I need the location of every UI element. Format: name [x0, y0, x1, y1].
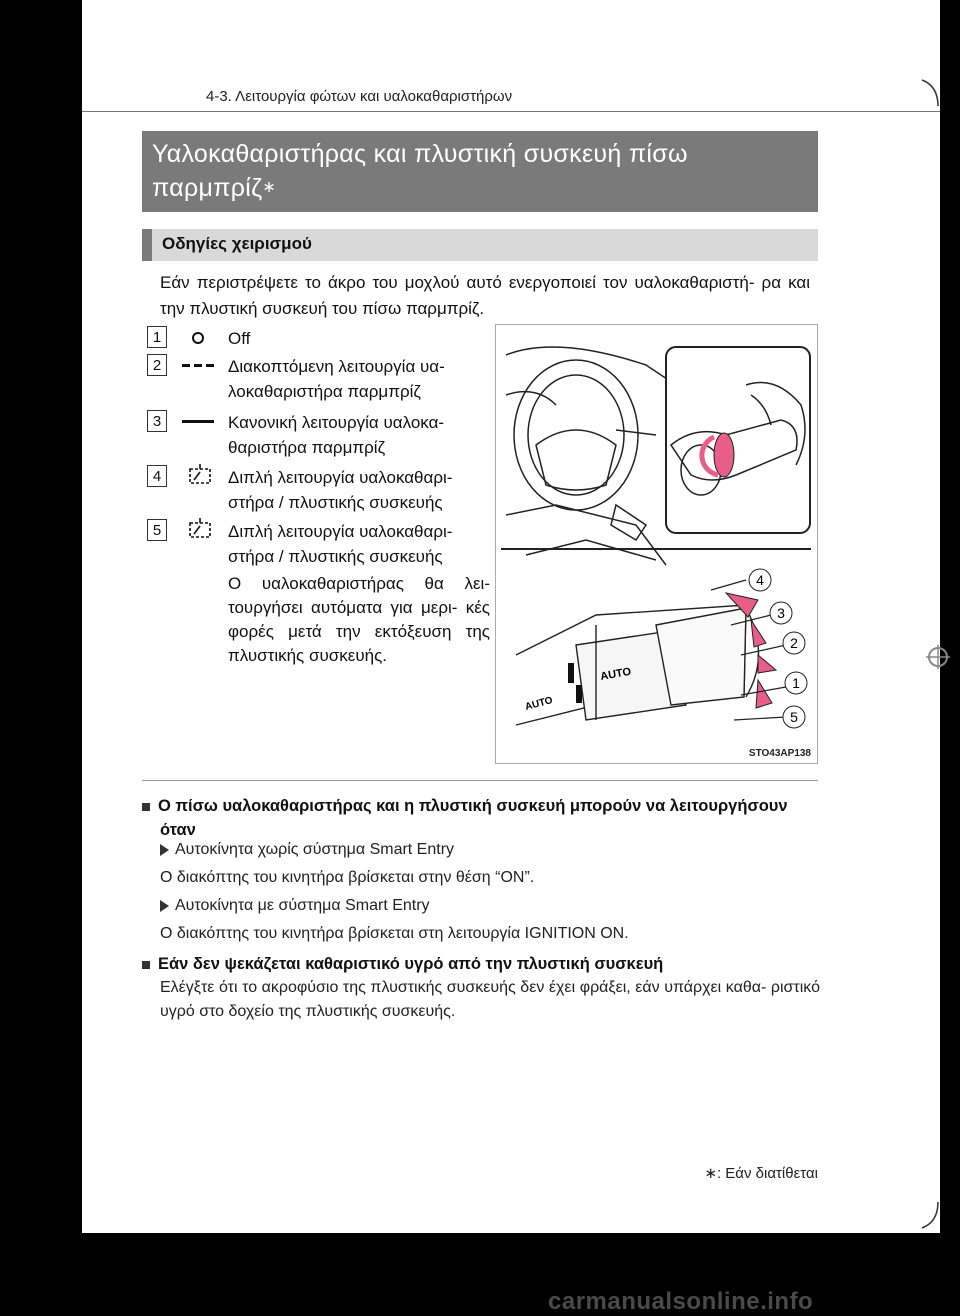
- washer-icon: [186, 463, 214, 489]
- crop-mark-top: [920, 78, 940, 108]
- item-number-4: 4: [147, 465, 167, 487]
- auto-label-1: AUTO: [599, 665, 633, 683]
- subheading: Οδηγίες χειρισμού: [142, 229, 818, 261]
- page-title-text: Υαλοκαθαριστήρας και πλυστική συσκευή πίσω παρμπρίζ: [152, 140, 688, 202]
- item-3-line1: Κανονική λειτουργία υαλοκα-: [228, 413, 445, 432]
- callout-1: 1: [792, 675, 800, 691]
- section1-text2: Ο διακόπτης του κινητήρα βρίσκεται στη λειτουργία IGNITION ON.: [160, 925, 629, 942]
- wiper-illustration: [496, 325, 817, 763]
- square-bullet-icon: [142, 961, 150, 969]
- item-4-line1: Διπλή λειτουργία υαλοκαθαρι-: [228, 468, 453, 487]
- section1-bullet2: [160, 894, 430, 918]
- registration-mark-icon: [926, 645, 950, 669]
- item-number-5: 5: [147, 519, 167, 541]
- section1-heading-line2: όταν: [160, 821, 196, 839]
- section1-heading-line1: Ο πίσω υαλοκαθαριστήρας και η πλυστική συσκευή μπορούν να λειτουργήσουν: [158, 797, 788, 815]
- item-1-label: Off: [228, 329, 251, 348]
- footnote-mark: ∗: [704, 1165, 717, 1182]
- item-5-note: Ο υαλοκαθαριστήρας θα λει- τουργήσει αυτόματα για μερι- κές φορές μετά την εκτόξευση της πλυστικής συσκευής.: [228, 574, 490, 665]
- callout-4: 4: [756, 572, 764, 588]
- section1-bullet1: [160, 838, 454, 862]
- square-bullet-icon: [142, 803, 150, 811]
- triangle-bullet-icon: [160, 844, 169, 856]
- watermark: carmanualsonline.info: [548, 1288, 814, 1315]
- item-number-3: 3: [147, 410, 167, 432]
- section-header: 4-3. Λειτουργία φώτων και υαλοκαθαριστήρων: [206, 88, 513, 105]
- section1-text1: Ο διακόπτης του κινητήρα βρίσκεται στην θέση “ON”.: [160, 869, 535, 886]
- item-5-line1: Διπλή λειτουργία υαλοκαθαρι-: [228, 522, 453, 541]
- bullet1-text: Αυτοκίνητα χωρίς σύστημα Smart Entry: [175, 841, 455, 858]
- section1-heading: [142, 794, 822, 818]
- callout-2: 2: [790, 635, 798, 651]
- item-5-line2: στήρα / πλυστικής συσκευής: [228, 547, 443, 566]
- title-footnote-mark: ∗: [262, 179, 277, 196]
- callout-5: 5: [790, 709, 798, 725]
- item-4-line2: στήρα / πλυστικής συσκευής: [228, 493, 443, 512]
- crop-mark-bottom: [920, 1200, 940, 1230]
- item-number-2: 2: [147, 354, 167, 376]
- bullet2-text: Αυτοκίνητα με σύστημα Smart Entry: [175, 897, 430, 914]
- normal-icon: [182, 419, 216, 425]
- footnote-text: : Εάν διατίθεται: [716, 1165, 818, 1182]
- manual-page: [82, 0, 940, 1233]
- section2-heading: [142, 952, 822, 976]
- footnote: [704, 1164, 818, 1182]
- item-2-line2: λοκαθαριστήρα παρμπρίζ: [228, 382, 421, 401]
- wiper-lever-figure: [495, 324, 818, 764]
- header-divider: [82, 111, 940, 112]
- item-2-line1: Διακοπτόμενη λειτουργία υα-: [228, 357, 445, 376]
- figure-code: STO43AP138: [748, 748, 811, 759]
- section-divider: [142, 780, 818, 781]
- intermittent-icon: [182, 363, 216, 369]
- section2-heading-text: Εάν δεν ψεκάζεται καθαριστικό υγρό από την πλυστική συσκευή: [158, 955, 664, 973]
- callout-3: 3: [777, 605, 785, 621]
- section2-text: Ελέγξτε ότι το ακροφύσιο της πλυστικής συσκευής δεν έχει φράξει, εάν υπάρχει καθα- ριστικό υγρό στο δοχείο της πλυστικής συσκευής.: [160, 979, 820, 1020]
- item-3-line2: θαριστήρα παρμπρίζ: [228, 438, 386, 457]
- intro-text: Εάν περιστρέψετε το άκρο του μοχλού αυτό ενεργοποιεί τον υαλοκαθαριστή- ρα και την πλυστική συσκευή του πίσω παρμπρίζ.: [160, 273, 810, 318]
- item-number-1: 1: [147, 326, 167, 348]
- page-title: [142, 131, 818, 212]
- auto-label-2: AUTO: [523, 694, 554, 713]
- off-icon: [190, 330, 206, 346]
- triangle-bullet-icon: [160, 900, 169, 912]
- washer-icon: [186, 517, 214, 543]
